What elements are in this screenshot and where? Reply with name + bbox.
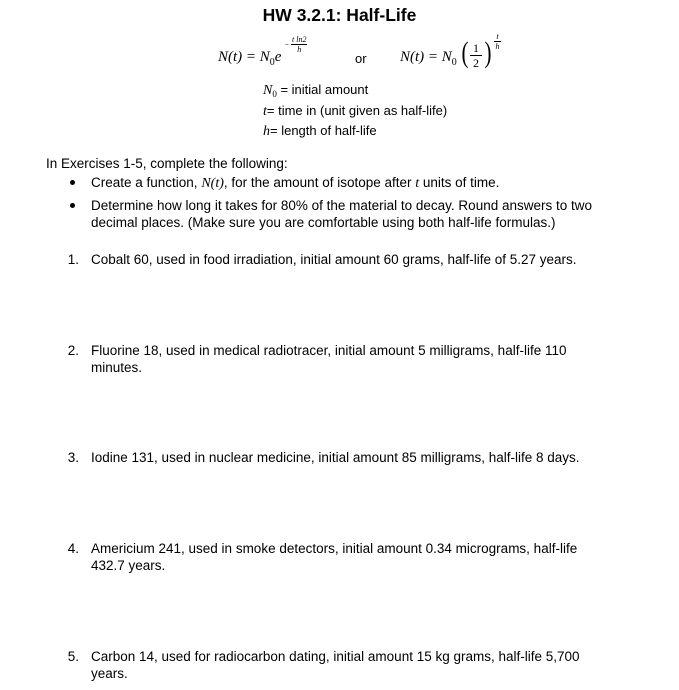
definition-symbol: h (263, 124, 270, 139)
exercise-text (91, 540, 577, 574)
definition-symbol: t (263, 104, 267, 119)
exercise-line-1: Americium 241, used in smoke detectors, initial amount 0.34 micrograms, half-life (91, 541, 578, 556)
half-formula-subscript: 0 (451, 57, 457, 68)
exp-formula-exponent-fraction (291, 35, 307, 54)
exercise-text (91, 251, 577, 268)
exercise-number: 4. (67, 541, 79, 556)
exponential-formula (218, 48, 281, 66)
exercise-number: 2. (67, 343, 79, 358)
bullet1-math: N(t) (201, 176, 224, 191)
exp-formula-exponent-denominator: h (297, 45, 302, 54)
exercise-line-1: Cobalt 60, used in food irradiation, initial amount 60 grams, half-life of 5.27 years. (91, 252, 577, 267)
exercise-line-2: minutes. (91, 360, 143, 375)
definition-text: = initial amount (276, 82, 369, 97)
definition-text: = time in (unit given as half-life) (266, 103, 448, 118)
bullet2-line-1: Determine how long it takes for 80% of the material to decay. Round answers to two (91, 198, 593, 213)
bullet1-variable: t (415, 176, 420, 191)
exercise-text (91, 342, 566, 376)
exp-formula-minus: − (284, 40, 290, 49)
exp-formula-exponent (284, 35, 307, 57)
half-formula-numerator: 1 (470, 42, 482, 56)
exercise-text (91, 449, 580, 466)
exercise-number: 3. (67, 450, 79, 465)
instruction-bullet-2 (91, 197, 592, 231)
definition-half-life-length (263, 121, 447, 141)
exercise-line-1: Fluorine 18, used in medical radiotracer, initial amount 5 milligrams, half-life 110 (91, 343, 567, 358)
bullet1-text-mid: , for the amount of isotope after (223, 175, 416, 190)
half-formula-lhs: N(t) = N (400, 49, 452, 65)
half-life-formula (400, 48, 457, 66)
half-formula-exponent-denominator: h (495, 42, 500, 51)
exercise-line-1: Iodine 131, used in nuclear medicine, initial amount 85 milligrams, half-life 8 days. (91, 450, 580, 465)
bullet-dot (70, 180, 75, 185)
half-formula-exponent-numerator: t (494, 32, 501, 42)
or-label: or (355, 51, 367, 66)
definition-time (263, 101, 447, 121)
page-title: HW 3.2.1: Half-Life (262, 5, 417, 25)
bullet1-text-pre: Create a function, (91, 175, 202, 190)
half-formula-fraction (470, 42, 482, 70)
bullet2-line-2: decimal places. (Make sure you are comfortable using both half-life formulas.) (91, 215, 556, 230)
exercise-line-1: Carbon 14, used for radiocarbon dating, initial amount 15 kg grams, half-life 5,700 (91, 649, 580, 664)
half-formula-denominator: 2 (473, 56, 479, 70)
definition-text: = length of half-life (270, 123, 377, 138)
bullet1-text-post: units of time. (419, 175, 500, 190)
definition-initial-amount (263, 80, 447, 101)
exercise-number: 5. (67, 649, 79, 664)
exercise-line-2: years. (91, 666, 128, 681)
exp-formula-exponent-numerator: t ln2 (292, 35, 307, 44)
definition-symbol: N (263, 83, 273, 98)
instructions-intro: In Exercises 1-5, complete the following: (46, 156, 288, 171)
variable-definitions (263, 80, 447, 141)
exercise-text (91, 648, 580, 682)
exp-formula-base: e (274, 49, 282, 65)
half-formula-left-paren: ( (461, 36, 469, 69)
exp-formula-subscript: 0 (269, 57, 275, 68)
exercise-line-2: 432.7 years. (91, 558, 166, 573)
definition-subscript: 0 (272, 89, 277, 99)
bullet-dot (70, 203, 75, 208)
half-formula-exponent (494, 32, 501, 51)
instruction-bullet-1 (91, 174, 499, 192)
exp-formula-lhs: N(t) = N (218, 49, 270, 65)
exercise-number: 1. (67, 252, 79, 267)
half-formula-right-paren: ) (484, 36, 492, 69)
